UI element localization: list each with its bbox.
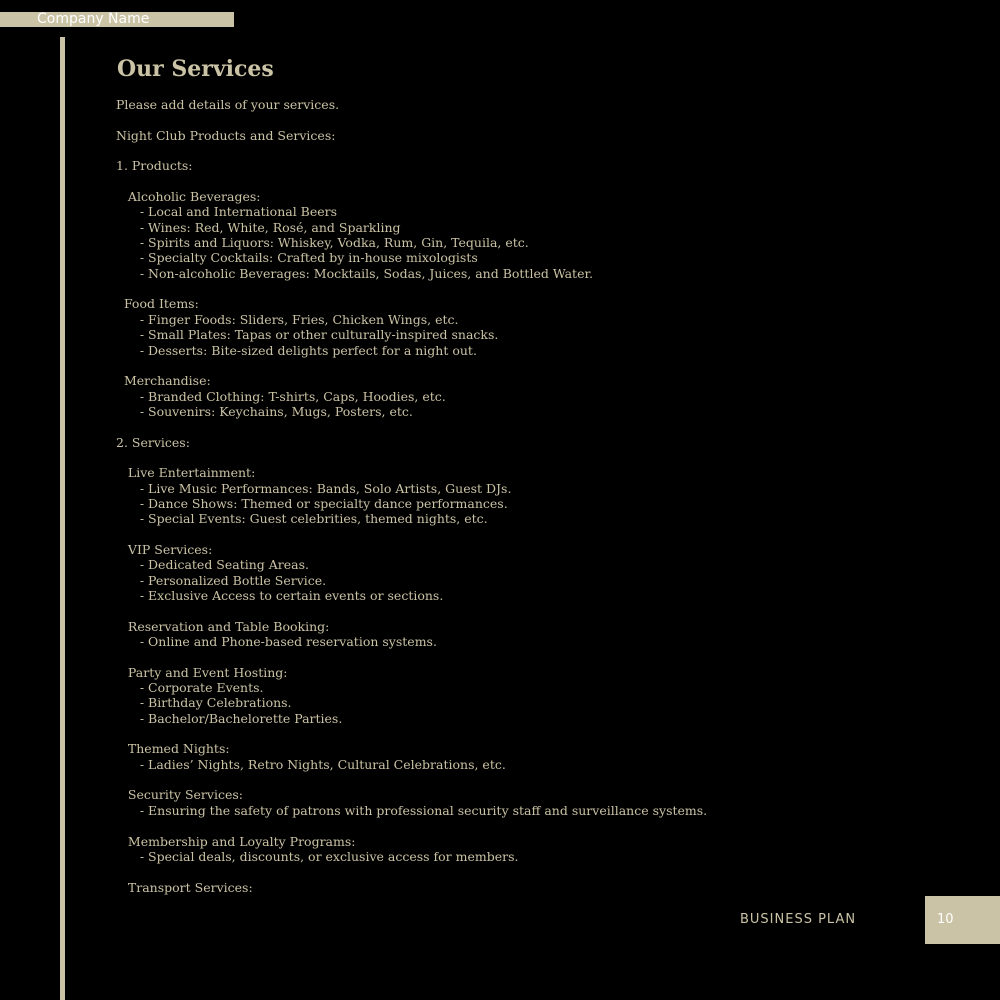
section-title: Our Services: [117, 56, 274, 82]
body-line: - Dedicated Seating Areas.: [116, 557, 310, 573]
footer-label: BUSINESS PLAN: [740, 912, 857, 927]
body-line: Alcoholic Beverages:: [116, 189, 261, 205]
vertical-accent-rule: [60, 37, 65, 1000]
body-line: Please add details of your services.: [116, 97, 340, 112]
blank-line: [116, 358, 916, 373]
body-line: - Small Plates: Tapas or other culturally-inspired snacks.: [116, 327, 499, 343]
blank-line: [116, 649, 916, 664]
body-line: - Birthday Celebrations.: [116, 695, 292, 711]
body-line: - Personalized Bottle Service.: [116, 572, 327, 588]
body-line: - Corporate Events.: [116, 680, 264, 696]
body-line: - Branded Clothing: T-shirts, Caps, Hoodies, etc.: [116, 388, 446, 404]
blank-line: [116, 772, 916, 787]
body-line: 2. Services:: [116, 434, 190, 450]
body-line: Transport Services:: [116, 879, 253, 895]
body-line: Food Items:: [116, 296, 199, 312]
blank-line: [116, 603, 916, 618]
body-line: - Souvenirs: Keychains, Mugs, Posters, etc.: [116, 403, 413, 419]
body-line: Party and Event Hosting:: [116, 664, 288, 680]
body-line: Reservation and Table Booking:: [116, 618, 330, 634]
body-line: - Finger Foods: Sliders, Fries, Chicken Wings, etc.: [116, 311, 459, 327]
page-number-box: [925, 896, 1000, 944]
body-line: Merchandise:: [116, 373, 211, 389]
blank-line: [116, 281, 916, 296]
blank-line: [116, 174, 916, 189]
blank-line: [116, 450, 916, 465]
blank-line: [116, 527, 916, 542]
body-line: Membership and Loyalty Programs:: [116, 833, 356, 849]
blank-line: [116, 818, 916, 833]
body-line: - Wines: Red, White, Rosé, and Sparkling: [116, 219, 401, 235]
blank-line: [116, 419, 916, 434]
body-line: - Ensuring the safety of patrons with professional security staff and surveillance systems.: [116, 802, 708, 818]
blank-line: [116, 112, 916, 127]
body-line: - Exclusive Access to certain events or sections.: [116, 588, 444, 603]
body-line: VIP Services:: [116, 541, 213, 557]
company-name: Company Name: [37, 11, 150, 27]
body-line: - Online and Phone-based reservation systems.: [116, 634, 437, 650]
blank-line: [116, 143, 916, 158]
body-line: - Specialty Cocktails: Crafted by in-house mixologists: [116, 250, 478, 266]
body-line: Security Services:: [116, 787, 243, 803]
body-line: Themed Nights:: [116, 741, 230, 757]
body-line: - Bachelor/Bachelorette Parties.: [116, 710, 343, 726]
body-line: Live Entertainment:: [116, 465, 256, 481]
body-line: - Special Events: Guest celebrities, themed nights, etc.: [116, 511, 488, 527]
body-line: - Local and International Beers: [116, 204, 338, 220]
page-number: 10: [937, 912, 954, 927]
body-line: Night Club Products and Services:: [116, 127, 336, 143]
body-line: - Special deals, discounts, or exclusive access for members.: [116, 848, 519, 864]
body-line: - Non-alcoholic Beverages: Mocktails, Sodas, Juices, and Bottled Water.: [116, 265, 594, 281]
body-line: - Live Music Performances: Bands, Solo Artists, Guest DJs.: [116, 480, 512, 496]
blank-line: [116, 726, 916, 741]
body-line: 1. Products:: [116, 158, 193, 174]
body-line: - Spirits and Liquors: Whiskey, Vodka, Rum, Gin, Tequila, etc.: [116, 235, 529, 251]
body-line: - Ladies’ Nights, Retro Nights, Cultural Celebrations, etc.: [116, 756, 506, 772]
body-line: - Desserts: Bite-sized delights perfect for a night out.: [116, 342, 477, 358]
body-line: - Dance Shows: Themed or specialty dance performances.: [116, 495, 508, 511]
blank-line: [116, 864, 916, 879]
section-body: [116, 97, 916, 895]
